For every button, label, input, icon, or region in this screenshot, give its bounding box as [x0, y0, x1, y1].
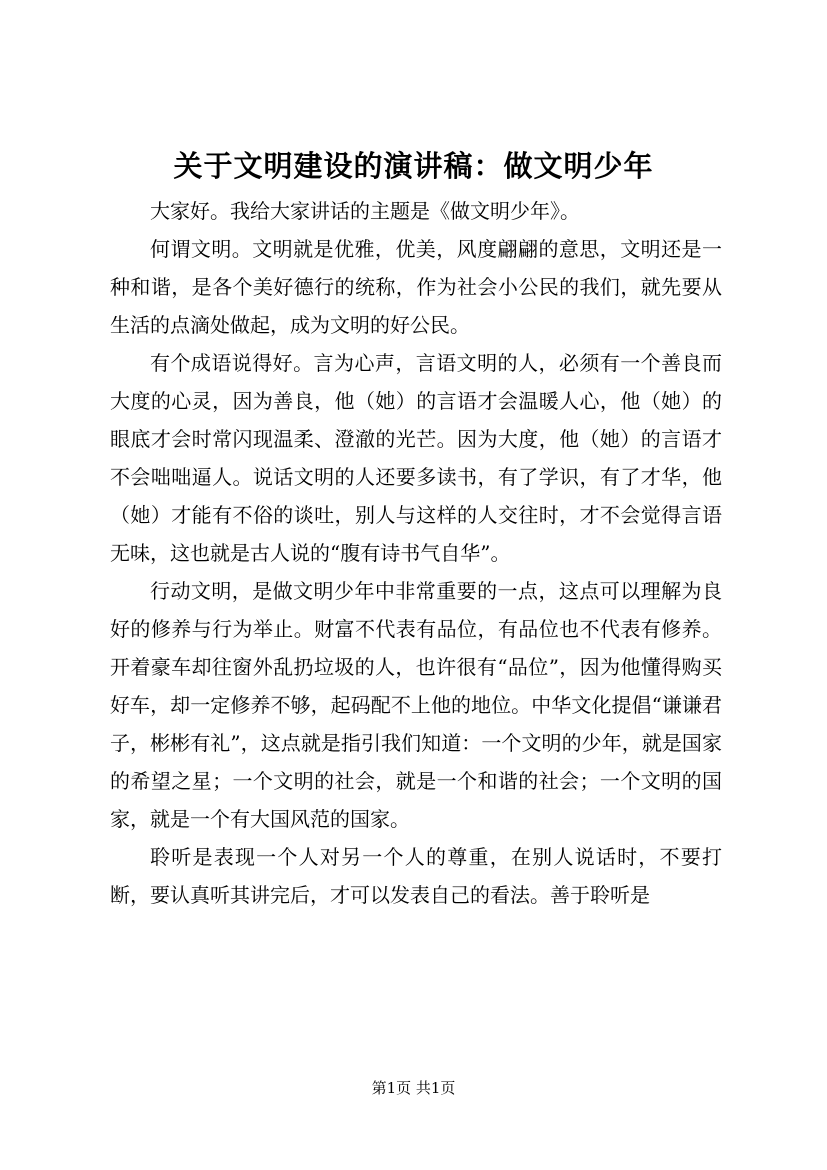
paragraph-action-civility: 行动文明，是做文明少年中非常重要的一点，这点可以理解为良好的修养与行为举止。财富不代表有品位，有品位也不代表有修养。开着豪车却往窗外乱扔垃圾的人，也许很有“品位”，因为他懂得购买好车，却一定修养不够，起码配不上他的地位。中华文化提倡“谦谦君子，彬彬有礼”，这点就是指引我们知道：一个文明的少年，就是国家的希望之星；一个文明的社会，就是一个和谐的社会；一个文明的国家，就是一个有大国风范的国家。 — [110, 579, 722, 831]
page-number-footer: 第1页 共1页 — [371, 1079, 456, 1097]
paragraph-speech-civility: 有个成语说得好。言为心声，言语文明的人，必须有一个善良而大度的心灵，因为善良，他（她）的言语才会温暖人心，他（她）的眼底才会时常闪现温柔、澄澈的光芒。因为大度，他（她）的言语才不会咄咄逼人。说话文明的人还要多读书，有了学识，有了才华，他（她）才能有不俗的谈吐，别人与这样的人交往时，才不会觉得言语无味，这也就是古人说的“腹有诗书气自华”。 — [110, 351, 722, 565]
document-body — [110, 192, 722, 914]
paragraph-civilization-definition: 何谓文明。文明就是优雅，优美，风度翩翩的意思，文明还是一种和谐，是各个美好德行的统称，作为社会小公民的我们，就先要从生活的点滴处做起，成为文明的好公民。 — [110, 237, 722, 337]
paragraph-greeting: 大家好。我给大家讲话的主题是《做文明少年》。 — [150, 199, 580, 223]
paragraph-listening: 聆听是表现一个人对另一个人的尊重，在别人说话时，不要打断，要认真听其讲完后，才可以发表自己的看法。善于聆听是 — [110, 845, 722, 907]
document-title: 关于文明建设的演讲稿：做文明少年 — [173, 149, 654, 183]
